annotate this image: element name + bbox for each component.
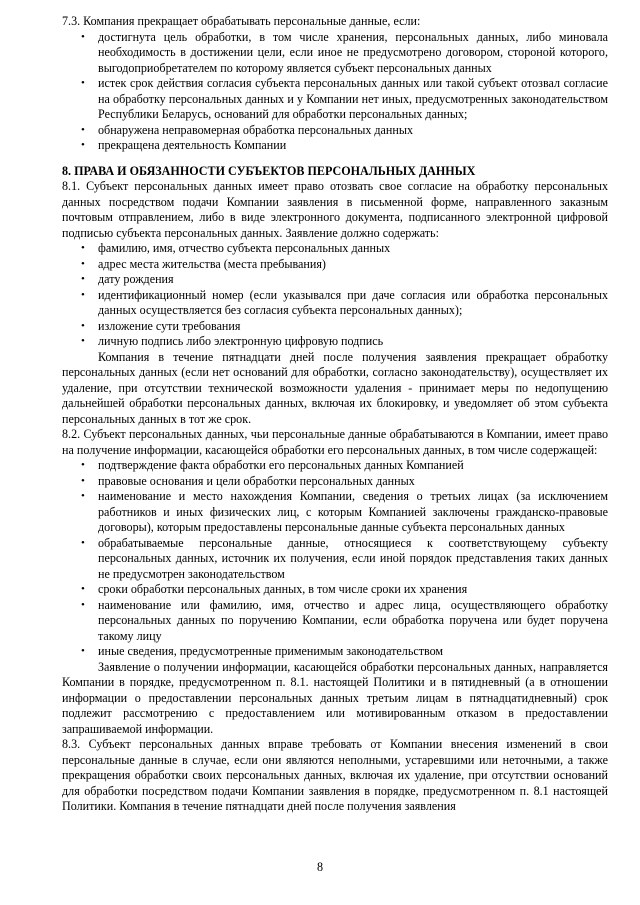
bullet-icon: • (81, 490, 85, 502)
list-item: • наименование или фамилию, имя, отчество и адрес лица, осуществляющего обработку персональных данных по поручению Компании, если обработка поручена или будет поручена такому лицу (81, 597, 608, 643)
list-item: • прекращена деятельность Компании (81, 138, 287, 152)
section-7-3-intro: 7.3. Компания прекращает обрабатывать персональные данные, если: (62, 14, 421, 28)
list-item: • дату рождения (81, 272, 174, 286)
bullet-icon: • (81, 123, 85, 136)
bullet-icon: • (81, 319, 85, 332)
list-item: • истек срок действия согласия субъекта персональных данных или такой субъект отозвал согласие на обработку персональных данных и у Компании нет иных, предусмотренных законодательством Республики Беларусь, оснований для обработки персональных данных; (81, 76, 608, 121)
bullet-icon: • (81, 598, 85, 611)
bullet-icon: • (81, 583, 85, 595)
bullet-icon: • (81, 335, 85, 347)
paragraph-8-3: 8.3. Субъект персональных данных вправе требовать от Компании внесения изменений в свои персональные данные в случае, если они являются неполными, устаревшими или неточными, а также прекращения обработки своих персональных данных, включая их удаление, при отсутствии оснований для обработки посредством подачи Компании заявления в порядке, предусмотренном п. 8.1 настоящей Политики. Компания в течение пятнадцати дней после получения заявления (62, 737, 608, 813)
bullet-icon: • (81, 139, 85, 151)
section-8-1-list (62, 241, 608, 350)
list-item: • обрабатываемые персональные данные, относящиеся к соответствующему субъекту персональных данных, источник их получения, если иной порядок представления таких данных не предусмотрен законодательством (81, 535, 608, 581)
paragraph-8-2: 8.2. Субъект персональных данных, чьи персональные данные обрабатываются в Компании, имеет право на получение информации, касающейся обработки его персональных данных, в том числе содержащей: (62, 427, 608, 457)
paragraph-8-1-after: Компания в течение пятнадцати дней после получения заявления прекращает обработку персональных данных (если нет оснований для обработки, согласно законодательству), осуществляет их удаление, при отсутствии технической возможности удаления - принимает меры по недопущению дальнейшей обработки персональных данных, включая их блокировку, и уведомляет об этом субъекта персональных данных в тот же срок. (62, 349, 608, 426)
bullet-icon: • (81, 273, 85, 285)
list-item: • правовые основания и цели обработки персональных данных (81, 473, 415, 488)
section-7-3-list (62, 30, 608, 154)
paragraph-8-1: 8.1. Субъект персональных данных имеет право отозвать свое согласие на обработку персональных данных посредством подачи Компании заявления в письменной форме, направленного заказным почтовым отправлением, либо в виде электронного документа, подписанного электронной цифровой подписью субъекта персональных данных. Заявление должно содержать: (62, 179, 608, 240)
list-item: • обнаружена неправомерная обработка персональных данных (81, 122, 414, 137)
bullet-icon: • (81, 288, 85, 301)
section-8-2-list (62, 458, 608, 660)
list-item: • подтверждение факта обработки его персональных данных Компанией (81, 458, 464, 472)
bullet-icon: • (81, 30, 85, 43)
paragraph-8-2-after: Заявление о получении информации, касающейся обработки персональных данных, направляется Компании в порядке, предусмотренном п. 8.1. настоящей Политики и в пятидневный (а в отношении информации о предоставлении персональных данных третьим лицам в пятнадцатидневный) срок подлежит рассмотрению с предоставлением или мотивированным отказом в предоставлении запрашиваемой информации. (62, 659, 608, 736)
list-item: • изложение сути требования (81, 318, 241, 333)
list-item: • иные сведения, предусмотренные применимым законодательством (81, 644, 444, 658)
list-item: • личную подпись либо электронную цифровую подпись (81, 334, 384, 348)
list-item: • фамилию, имя, отчество субъекта персональных данных (81, 241, 391, 255)
bullet-icon: • (81, 474, 85, 487)
bullet-icon: • (81, 645, 85, 657)
list-item: • идентификационный номер (если указывался при даче согласия или обработка персональных данных осуществляется без согласия субъекта персональных данных); (81, 287, 608, 317)
bullet-icon: • (81, 536, 85, 549)
list-item: • наименование и место нахождения Компании, сведения о третьих лицах (за исключением работников и иных физических лиц, с которым Компанией заключены гражданско-правовые договоры), которым предоставлены персональные данные субъекта персональных данных (81, 489, 608, 534)
list-item: • достигнута цель обработки, в том числе хранения, персональных данных, либо миновала необходимость в достижении цели, если иное не предусмотрено договором, стороной которого, выгодоприобретателем по которому является субъект персональных данных (81, 29, 608, 75)
bullet-icon: • (81, 242, 85, 254)
page-number: 8 (316, 860, 324, 874)
bullet-icon: • (81, 459, 85, 471)
document-page (62, 14, 608, 815)
list-item: • адрес места жительства (места пребывания) (81, 256, 326, 271)
section-8-title: 8. ПРАВА И ОБЯЗАННОСТИ СУБЪЕКТОВ ПЕРСОНАЛЬНЫХ ДАННЫХ (62, 163, 476, 178)
bullet-icon: • (81, 77, 85, 89)
list-item: • сроки обработки персональных данных, в том числе сроки их хранения (81, 582, 468, 596)
bullet-icon: • (81, 257, 85, 270)
